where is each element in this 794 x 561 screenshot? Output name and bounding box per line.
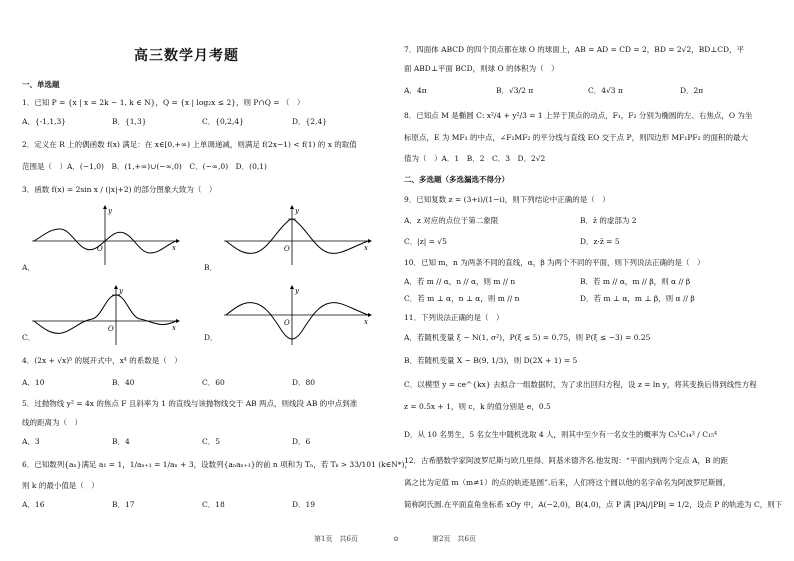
- question-2-line2: 范围是（ ）A．(−1,0) B．(1,+∞)∪(−∞,0) C．(−∞,0) D．(0,1): [22, 162, 267, 171]
- footer-page-left: 第1页 共6页: [314, 535, 358, 543]
- q3-graph-a: [30, 205, 180, 267]
- q1-option-a: A．{-1,1,3}: [22, 117, 67, 126]
- q6-option-b: B．17: [112, 500, 135, 509]
- q10-option-b: B．若 m // α，m // β，则 α // β: [580, 277, 691, 286]
- q3-label-d: D．: [204, 333, 218, 342]
- question-7-line2: 面 ABD⊥平面 BCD，则球 O 的体积为（ ）: [404, 64, 559, 73]
- q3-label-a: A．: [22, 263, 35, 272]
- q5-option-c: C．5: [202, 437, 221, 446]
- svg-text:O: O: [284, 245, 290, 253]
- svg-text:O: O: [97, 245, 103, 253]
- q5-option-d: D．6: [292, 437, 311, 446]
- q4-option-b: B．40: [112, 378, 135, 387]
- q11-option-c-line1: C．以模型 y = ce^{kx} 去拟合一组数据时，为了求出回归方程，设 z = ln y，将其变换后得到线性方程: [404, 380, 757, 389]
- page-title: 高三数学月考题: [134, 48, 239, 64]
- footer-page-right: 第2页 共6页: [432, 535, 476, 543]
- q9-option-d: D．z·z̄ = 5: [580, 237, 620, 246]
- q11-option-b: B．若随机变量 X ~ B(9, 1/3)，则 D(2X + 1) = 5: [404, 356, 578, 365]
- section-heading-single-choice: 一、单选题: [22, 80, 60, 89]
- q11-option-c-line2: z = 0.5x + 1，则 c，k 的值分别是 e，0.5: [404, 402, 551, 411]
- q11-option-d: D．从 10 名男生，5 名女生中随机选取 4 人，则其中至少有一名女生的概率为 C₅¹C₁₄³ / C₁₅⁴: [404, 430, 717, 439]
- q7-option-a: A．4π: [404, 86, 427, 95]
- question-5-line1: 5．过抛物线 y² = 4x 的焦点 F 且斜率为 1 的直线与该抛物线交于 AB 两点，则线段 AB 的中点到准: [22, 399, 358, 408]
- question-10-stem: 10．已知 m，n 为两条不同的直线，α，β 为两个不同的平面，则下列说法正确的是（ ）: [404, 258, 705, 267]
- question-8-line1: 8．已知点 M 是椭圆 C: x²/4 + y²/3 = 1 上异于顶点的动点，F₁，F₂ 分别为椭圆的左、右焦点，O 为坐: [404, 111, 753, 120]
- question-1-stem: 1．已知 P = {x | x = 2k − 1, k ∈ N}，Q = {x | log₂x ≤ 2}，则 P∩Q = （ ）: [22, 98, 305, 107]
- question-2-line1: 2．定义在 R 上的偶函数 f(x) 满足：在 x∈[0,+∞) 上单调递减，则满足 f(2x−1) < f(1) 的 x 的取值: [22, 140, 357, 149]
- q3-graph-b: [222, 205, 372, 267]
- q1-option-d: D．{2,4}: [292, 117, 327, 126]
- section-heading-multiple-choice: 二、多选题（多选漏选不得分）: [404, 175, 509, 184]
- svg-text:x: x: [364, 318, 368, 326]
- question-8-line2: 标原点，E 为 MF₁ 的中点，∠F₁MF₂ 的平分线与直线 EO 交于点 P，则四边形 MF₁PF₂ 的面积的最大: [404, 133, 749, 142]
- q4-option-c: C．60: [202, 378, 225, 387]
- svg-text:y: y: [295, 287, 299, 295]
- svg-text:x: x: [364, 244, 368, 252]
- q3-graph-c: [30, 285, 180, 347]
- svg-text:x: x: [172, 244, 176, 252]
- q7-option-d: D．2π: [680, 86, 704, 95]
- q6-option-c: C．18: [202, 500, 225, 509]
- q10-option-d: D．若 m ⊥ α，m ⊥ β，则 α // β: [580, 294, 695, 303]
- question-3-stem: 3．函数 f(x) = 2sin x / (|x|+2) 的部分图象大致为（ ）: [22, 185, 217, 194]
- question-4-stem: 4．(2x + √x)⁵ 的展开式中，x⁴ 的系数是（ ）: [22, 356, 182, 365]
- q1-option-c: C．{0,2,4}: [202, 117, 244, 126]
- q4-option-a: A．10: [22, 378, 45, 387]
- q7-option-b: B．√3/2 π: [496, 86, 534, 95]
- q9-option-b: B．z̄ 的虚部为 2: [580, 216, 637, 225]
- question-11-stem: 11．下列说法正确的是（ ）: [404, 313, 504, 322]
- q10-option-c: C．若 m ⊥ α，n ⊥ α，则 m // n: [404, 294, 520, 303]
- q1-option-b: B．{1,3}: [112, 117, 147, 126]
- question-6-line1: 6．已知数列{aₙ}满足 a₁ = 1，1/aₙ₊₁ = 1/aₙ + 3，设数列{aₙaₙ₊₁}的前 n 项和为 Tₙ，若 Tₖ > 33/101 (k∈N*)，: [22, 460, 412, 469]
- q7-option-c: C．4√3 π: [588, 86, 623, 95]
- q5-option-b: B．4: [112, 437, 130, 446]
- question-12-line1: 12．古希腊数学家阿波罗尼斯与欧几里得、阿基米德齐名.他发现：“平面内到两个定点 A，B 的距: [404, 456, 728, 465]
- svg-text:y: y: [295, 207, 299, 215]
- q3-label-c: C．: [22, 333, 36, 342]
- svg-text:x: x: [172, 324, 176, 332]
- q9-option-c: C．|z| = √5: [404, 237, 447, 246]
- svg-text:y: y: [108, 207, 112, 215]
- question-8-line3: 值为（ ）A．1 B．2 C．3 D．2√2: [404, 154, 546, 163]
- footer-center-mark: ⊙: [393, 535, 399, 543]
- q4-option-d: D．80: [292, 378, 316, 387]
- q6-option-d: D．19: [292, 500, 316, 509]
- question-6-line2: 则 k 的最小值是（ ）: [22, 481, 99, 490]
- svg-text:O: O: [108, 325, 114, 333]
- svg-text:y: y: [119, 287, 123, 295]
- question-9-stem: 9．已知复数 z = (3+i)/(1−i)，则下列结论中正确的是（ ）: [404, 195, 610, 204]
- q9-option-a: A．z 对应的点位于第二象限: [404, 216, 499, 225]
- question-7-line1: 7．四面体 ABCD 的四个顶点都在球 O 的球面上，AB = AD = CD = 2，BD = 2√2，BD⊥CD，平: [404, 45, 745, 54]
- q10-option-a: A．若 m // α，n // α，则 m // n: [404, 277, 516, 286]
- q3-label-b: B．: [204, 263, 218, 272]
- question-5-line2: 线的距离为（ ）: [22, 418, 82, 427]
- question-12-line2: 离之比为定值 m（m≠1）的点的轨迹是圆”.后来，人们将这个圆以他的名字命名为阿波罗尼斯圆，: [404, 478, 731, 487]
- q11-option-a: A．若随机变量 ξ ~ N(1, σ²)，P(ξ ≤ 5) = 0.75，则 P(ξ ≤ −3) = 0.25: [404, 333, 651, 342]
- question-12-line3: 简称阿氏圆.在平面直角坐标系 xOy 中，A(−2,0)，B(4,0)，点 P 满 |PA|/|PB| = 1/2，设点 P 的轨迹为 C，则下: [404, 500, 783, 509]
- svg-text:O: O: [284, 319, 290, 327]
- q6-option-a: A．16: [22, 500, 45, 509]
- q3-graph-d: [222, 285, 372, 347]
- q5-option-a: A．3: [22, 437, 40, 446]
